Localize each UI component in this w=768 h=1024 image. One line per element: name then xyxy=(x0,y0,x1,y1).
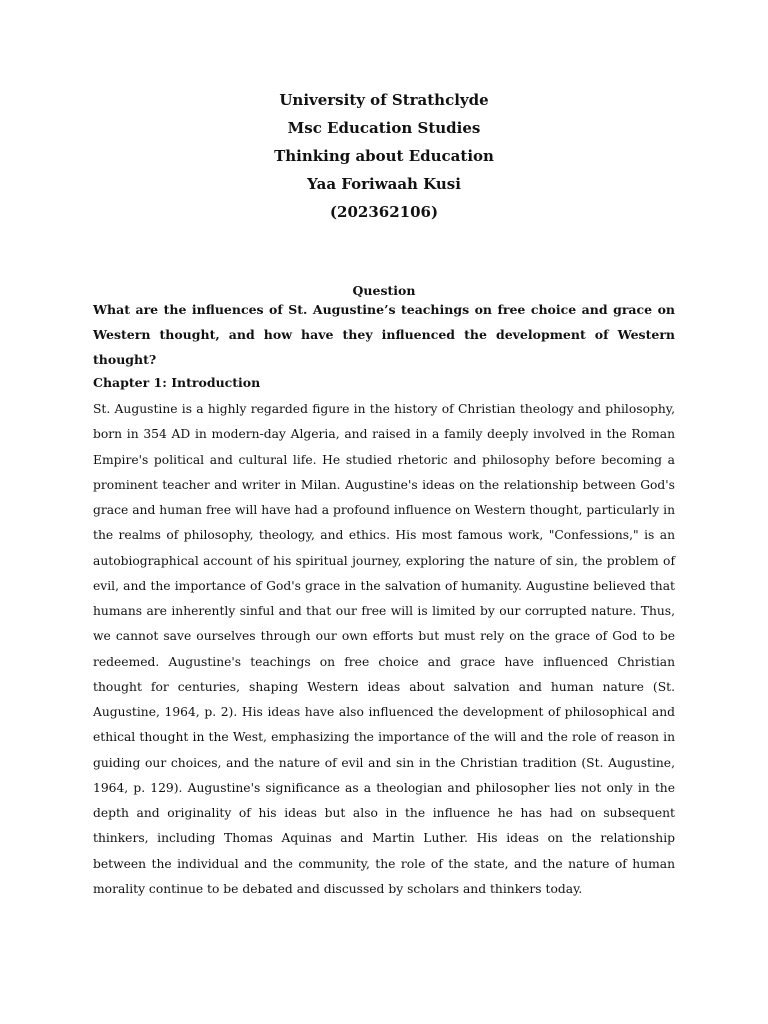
title-block xyxy=(0,86,768,226)
programme-name: Msc Education Studies xyxy=(287,119,481,137)
university-name: University of Strathclyde xyxy=(279,91,489,109)
course-name: Thinking about Education xyxy=(274,147,494,165)
body-paragraph: St. Augustine is a highly regarded figure in the history of Christian theology and philosophy, born in 354 AD in modern-day Algeria, and raised in a family deeply involved in the Roman Empire's political and cultural life. He studied rhetoric and philosophy before becoming a prominent teacher and writer in Milan. Augustine's ideas on the relationship between God's grace and human free will have had a profound influence on Western thought, particularly in the realms of philosophy, theology, and ethics. His most famous work, "Confessions," is an autobiographical account of his spiritual journey, exploring the nature of sin, the problem of evil, and the importance of God's grace in the salvation of humanity. Augustine believed that humans are inherently sinful and that our free will is limited by our corrupted nature. Thus, we cannot save ourselves through our own efforts but must rely on the grace of God to be redeemed. Augustine's teachings on free choice and grace have influenced Christian thought for centuries, shaping Western ideas about salvation and human nature (St. Augustine, 1964, p. 2). His ideas have also influenced the development of philosophical and ethical thought in the West, emphasizing the importance of the will and the role of reason in guiding our choices, and the nature of evil and sin in the Christian tradition (St. Augustine, 1964, p. 129). Augustine's significance as a theologian and philosopher lies not only in the depth and originality of his ideas but also in the influence he has had on subsequent thinkers, including Thomas Aquinas and Martin Luther. His ideas on the relationship between the individual and the community, the role of the state, and the nature of human morality continue to be debated and discussed by scholars and thinkers today. xyxy=(93,402,675,896)
question-text: What are the influences of St. Augustine’s teachings on free choice and grace on Western thought, and how have they influenced the development of Western thought? xyxy=(93,302,675,367)
student-id: (202362106) xyxy=(329,203,439,221)
chapter-heading: Chapter 1: Introduction xyxy=(93,375,261,390)
question-label: Question xyxy=(352,283,416,298)
author-name: Yaa Foriwaah Kusi xyxy=(307,175,461,193)
